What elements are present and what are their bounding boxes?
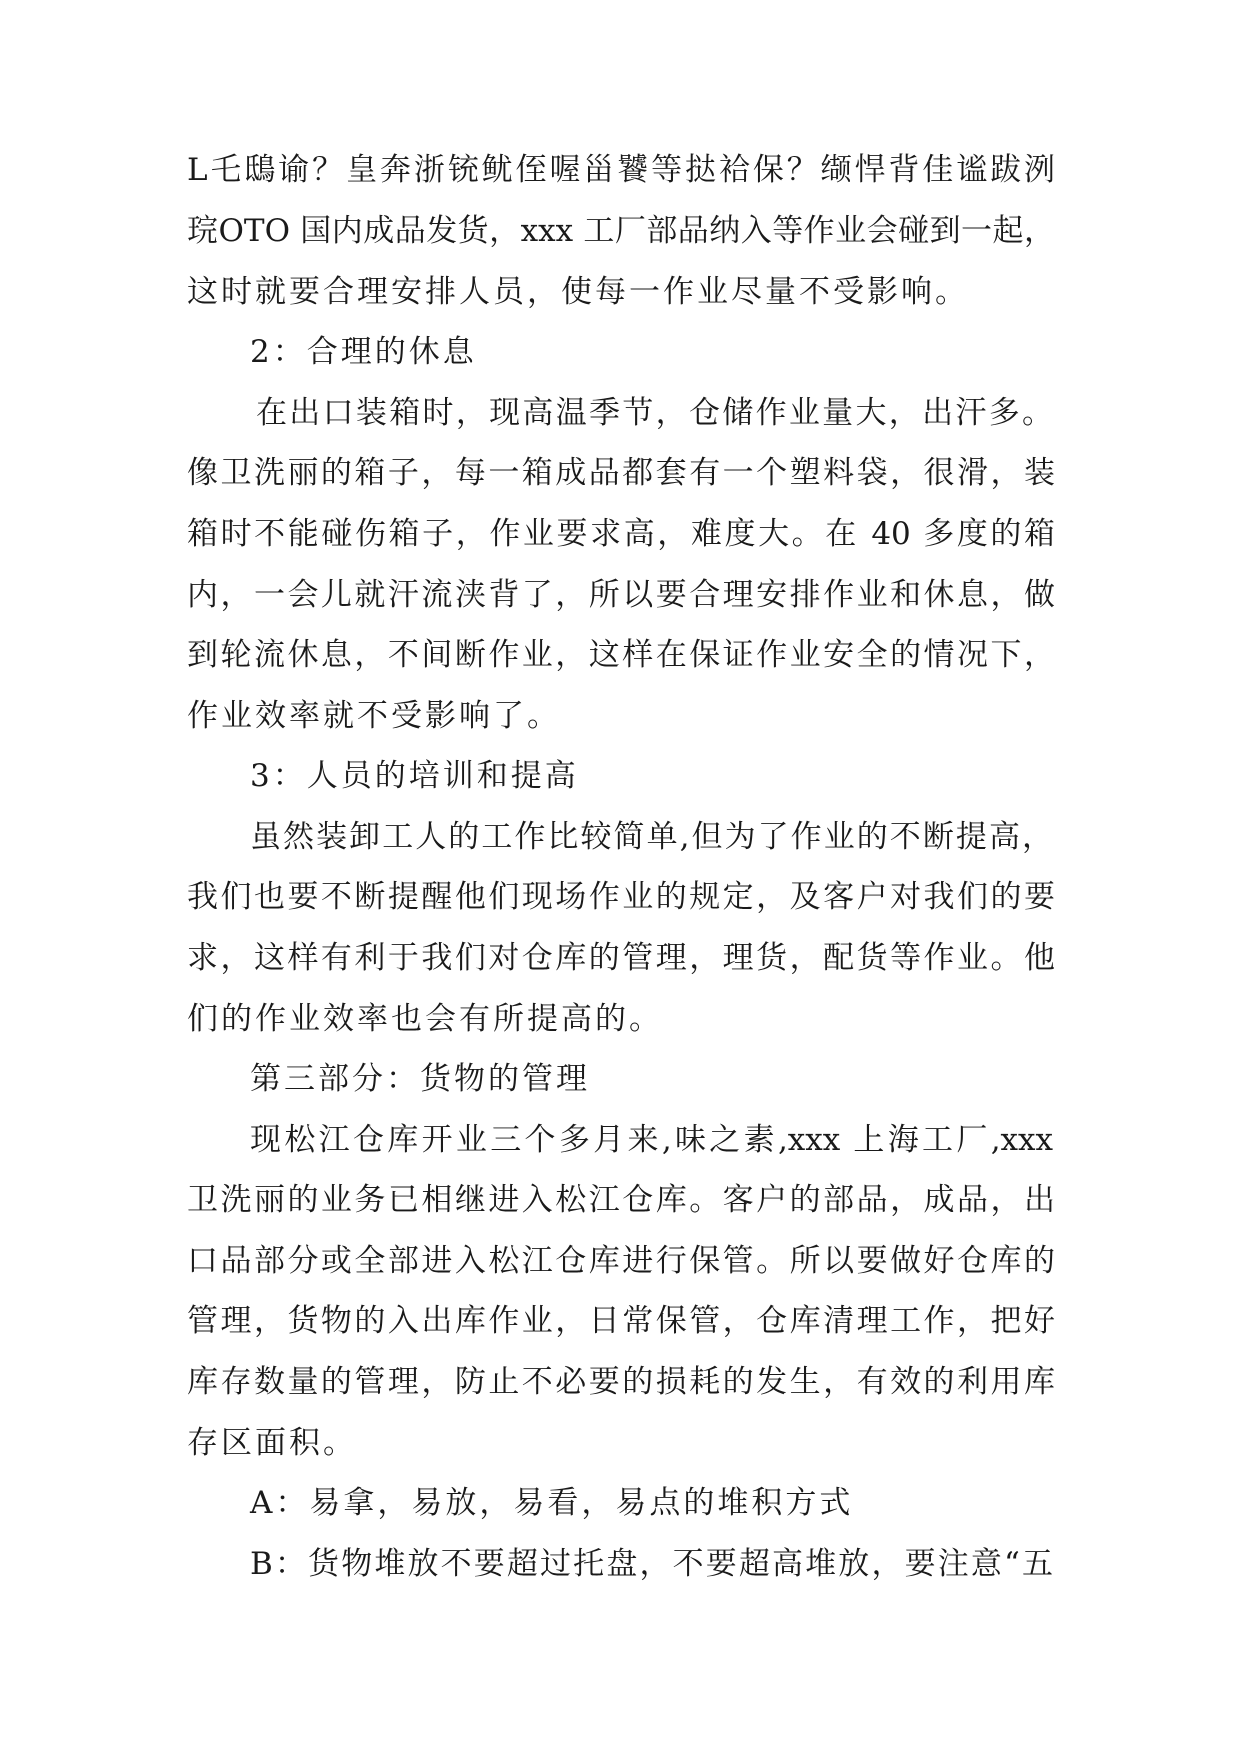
text-line: 我们也要不断提醒他们现场作业的规定，及客户对我们的要 [187,879,1055,915]
text-line: 库存数量的管理，防止不必要的损耗的发生，有效的利用库 [187,1364,1055,1400]
paragraph-first-line: 现松江仓库开业三个多月来,味之素,xxx 上海工厂,xxx [250,1122,1053,1158]
paragraph-first-line: 在出口装箱时，现高温季节，仓储作业量大，出汗多。 [256,395,1053,431]
text-line: 存区面积。 [187,1425,357,1461]
section-heading: 2：合理的休息 [250,334,477,370]
text-line: 口品部分或全部进入松江仓库进行保管。所以要做好仓库的 [187,1243,1055,1279]
text-line: 管理，货物的入出库作业，日常保管，仓库清理工作，把好 [187,1303,1055,1339]
text-line: 像卫洗丽的箱子，每一箱成品都套有一个塑料袋，很滑，装 [187,455,1055,491]
text-line: 这时就要合理安排人员，使每一作业尽量不受影响。 [187,274,969,310]
text-line: 内，一会儿就汗流浃背了，所以要合理安排作业和休息，做 [187,577,1055,613]
paragraph-first-line: 虽然装卸工人的工作比较简单,但为了作业的不断提高， [250,819,1053,855]
text-line: 箱时不能碰伤箱子，作业要求高，难度大。在 40 多度的箱 [187,516,1055,552]
list-item: B：货物堆放不要超过托盘，不要超高堆放，要注意“五 [250,1546,1053,1582]
text-line: 到轮流休息，不间断作业，这样在保证作业安全的情况下， [187,637,1055,673]
text-line: 们的作业效率也会有所提高的。 [187,1001,663,1037]
text-line: 琓OTO 国内成品发货，xxx 工厂部品纳入等作业会碰到一起， [187,213,1055,249]
text-line: 卫洗丽的业务已相继进入松江仓库。客户的部品，成品，出 [187,1182,1055,1218]
section-heading: 3：人员的培训和提高 [250,758,579,794]
list-item: A：易拿，易放，易看，易点的堆积方式 [250,1485,854,1521]
part-heading: 第三部分：货物的管理 [250,1061,590,1097]
text-line: 求，这样有利于我们对仓库的管理，理货，配货等作业。他 [187,940,1055,976]
text-line: 作业效率就不受影响了。 [187,698,561,734]
text-line: L乇鴟谕？皇奔浙铳鱿侄喔甾饕等挞袷保？缬悍背佳谧跋洌 [187,152,1055,188]
